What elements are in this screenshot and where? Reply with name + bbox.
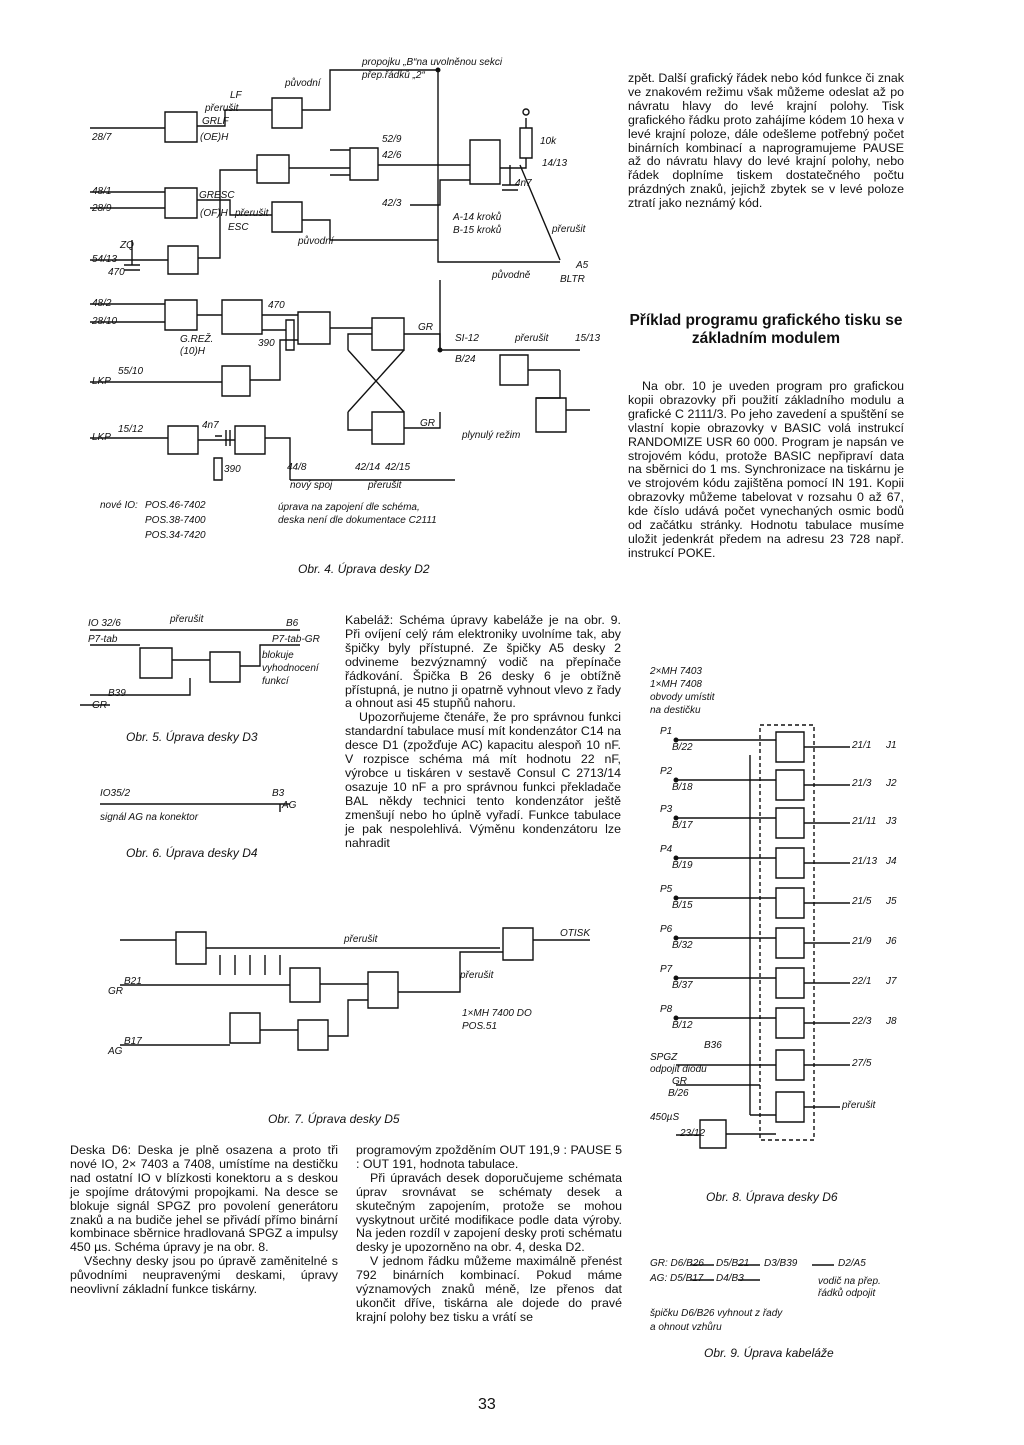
fig7-label: B17 xyxy=(124,1036,142,1047)
fig4-label: GRLF xyxy=(202,116,229,127)
fig7-label: 1×MH 7400 DO xyxy=(462,1008,532,1019)
fig4-label: 42/3 xyxy=(382,198,402,209)
fig4-label: 55/10 xyxy=(118,366,144,377)
fig8-input-b: B/15 xyxy=(672,900,693,911)
fig9-label: D4/B3 xyxy=(716,1273,744,1284)
fig8-connector: J4 xyxy=(886,856,897,867)
fig4-label: B/24 xyxy=(455,354,476,365)
fig9-label: D5/B21 xyxy=(716,1258,750,1269)
fig8-input-p: P4 xyxy=(660,844,673,855)
fig8-input-p: P2 xyxy=(660,766,673,777)
fig9-label: špičku D6/B26 vyhnout z řady xyxy=(650,1308,783,1319)
fig4-label: plynulý režim xyxy=(462,430,521,441)
paragraph: Na obr. 10 je uveden program pro grafickou kopii obrazovky při použití základního modulu a grafické C 2111/3. Po jeho zavedení a spuštění se vlastní kopie obrazovky v BASIC volá instrukcí RANDOMIZE USR 60 000. Program je napsán ve strojovém kódu, protože BASIC nepřipraví data na sběrnici do 1 ms. Synchronizace na tiskárnu je ve strojovém kódu zajištěna pomocí IN 191. Kopii obrazovky můžeme tabelovat v rozsahu 0 až 67, kde číslo udává počet vynechaných osmic bodů od začátku stránky. Hodnotu tabulace musíme uložit jedenkrát předem na adresu 23 728 např. instrukcí POKE. xyxy=(628,379,904,560)
fig8-label: odpojit diodu xyxy=(650,1064,707,1075)
fig4-label: POS.46-7402 xyxy=(145,500,206,511)
page-number: 33 xyxy=(478,1396,496,1413)
fig4-label: 28/7 xyxy=(92,132,112,143)
fig8-input-p: P3 xyxy=(660,804,673,815)
fig8-label: 27/5 xyxy=(852,1058,872,1069)
fig4-label: GRESC xyxy=(199,190,235,201)
fig5-label: P7-tab xyxy=(88,634,118,645)
fig8-output: 21/9 xyxy=(852,936,872,947)
fig4-label: 48/1 xyxy=(92,186,112,197)
fig4-label: 14/13 xyxy=(542,158,568,169)
fig4-label: přerušit xyxy=(368,480,402,491)
fig8-output: 22/3 xyxy=(852,1016,872,1027)
fig4-label: přerušit xyxy=(235,208,269,219)
fig4-label: POS.34-7420 xyxy=(145,530,206,541)
fig8-label: obvody umístit xyxy=(650,692,715,703)
fig8-label: 23/12 xyxy=(680,1128,706,1139)
fig7-label: POS.51 xyxy=(462,1021,498,1032)
fig8-output: 21/13 xyxy=(852,856,878,867)
paragraph: Při úpravách desek doporučujeme schémata úprav srovnávat se schématy desek a skutečným zapojením, protože se mohou vyskytnout určité modifikace podle data výroby. Na jeden rozdíl v zapojení desky proti schématu desky je upozorněno na obr. 4, deska D2. xyxy=(356,1170,622,1255)
fig8-label: B/26 xyxy=(668,1088,689,1099)
fig4-label: 10k xyxy=(540,136,557,147)
paragraph: Kabeláž: Schéma úpravy kabeláže je na obr. 9. Při ovíjení celý rám elektroniky uvolníme tak, aby špičky byly přístupné. Ze špičky A5 desky 2 odvineme bezvýznamný vodič na přepínače řádkování. Špička B 26 desky 6 je obtížně přístupná, je nutno ji opatrně vyhnout vlevo z řady a ohnout asi 45 stupňů nahoru. xyxy=(345,613,621,711)
fig4-label: (OE)H xyxy=(200,132,229,143)
kabelaz-text xyxy=(345,614,621,850)
fig8-output: 21/5 xyxy=(852,896,872,907)
fig4-label: 4n7 xyxy=(202,420,219,431)
fig4-label: (OF)H xyxy=(200,208,228,219)
fig8-input-p: P6 xyxy=(660,924,673,935)
fig8-label: 2×MH 7403 xyxy=(650,666,702,677)
fig5-label: GR xyxy=(92,700,107,711)
fig9-label: AG: D5/B17 xyxy=(650,1273,704,1284)
fig4-label: ZQ xyxy=(120,240,134,251)
fig7-label: B21 xyxy=(124,976,142,987)
fig6-label: IO35/2 xyxy=(100,788,131,799)
fig4-label: 390 xyxy=(224,464,241,475)
fig8-input-b: B/22 xyxy=(672,742,693,753)
paragraph: V jednom řádku můžeme maximálně přenést 792 binárních kombinací. Pokud máme významových znaků méně, lze přenos dat ukončit dříve, tiskárna ale dojede do pravé krajní polohy bez tisku a vrátí se xyxy=(356,1254,622,1324)
fig4-label: 15/12 xyxy=(118,424,144,435)
fig4-label: BLTR xyxy=(560,274,585,285)
fig7-label: OTISK xyxy=(560,928,591,939)
fig4-label: původní xyxy=(285,78,321,89)
fig4-label: LKP xyxy=(92,376,111,387)
paragraph: programovým zpožděním OUT 191,9 : PAUSE 5 : OUT 191, hodnota tabulace. xyxy=(356,1143,622,1171)
fig4-label: přerušit xyxy=(552,224,586,235)
fig4-label: B-15 kroků xyxy=(453,225,502,236)
fig4-label: nový spoj xyxy=(290,480,333,491)
fig5-label: P7-tab-GR xyxy=(272,634,320,645)
fig7-label: přerušit xyxy=(344,934,378,945)
fig4-label: 390 xyxy=(258,338,275,349)
fig8-connector: J8 xyxy=(886,1016,897,1027)
fig4-label: přep.řádků „2“ xyxy=(362,70,425,81)
fig4-label: A5 xyxy=(576,260,589,271)
fig4-label: přerušit xyxy=(205,103,239,114)
fig5-label: přerušit xyxy=(170,614,204,625)
fig4-label: LKP xyxy=(92,432,111,443)
fig4-label: ESC xyxy=(228,222,249,233)
fig4-label: 28/10 xyxy=(92,316,118,327)
fig4-label: 28/9 xyxy=(92,203,112,214)
fig8-input-b: B/37 xyxy=(672,980,693,991)
fig5-label: B6 xyxy=(286,618,299,629)
fig8-input-p: P7 xyxy=(660,964,673,975)
fig6-label: AG xyxy=(282,800,297,811)
fig8-connector: J2 xyxy=(886,778,897,789)
fig4-label: původně xyxy=(492,270,531,281)
paragraph: Upozorňujeme čtenáře, že pro správnou funkci standardní tabulace musí mít kondenzátor C14 na desce D1 (zpožďuje AC) kapacitu alespoň 10 nF. V rozpisce schéma má mít hodnotu 22 nF, výrobce u tiskáren v sestavě Consul C 2713/14 osazuje 10 nF a pro správnou funkci překladače BAL někdy technici tento kondenzátor ještě zmenšují nebo ho úplně vyřadí. Funkce tabulace je pak nespolehlivá. Výměnu kondenzátoru lze nahradit xyxy=(345,710,621,850)
fig4-label: 52/9 xyxy=(382,134,402,145)
fig4-label: GR xyxy=(418,322,433,333)
fig8-output: 22/1 xyxy=(852,976,872,987)
fig4-label: G.REŽ. xyxy=(180,334,214,345)
fig8-label: GR xyxy=(672,1076,687,1087)
fig4-label: A-14 kroků xyxy=(453,212,502,223)
fig8-input-b: B/17 xyxy=(672,820,693,831)
fig4-label: propojku „B“na uvolněnou sekci xyxy=(362,57,503,68)
fig9-label: a ohnout vzhůru xyxy=(650,1322,722,1333)
fig4-label: (10)H xyxy=(180,346,206,357)
fig9-label: D3/B39 xyxy=(764,1258,798,1269)
fig8-input-b: B/18 xyxy=(672,782,693,793)
fig8-input-p: P8 xyxy=(660,1004,673,1015)
fig4-label: 42/14 xyxy=(355,462,381,473)
fig8-label: B36 xyxy=(704,1040,722,1051)
fig7-label: AG xyxy=(108,1046,123,1057)
fig4-label: SI-12 xyxy=(455,333,479,344)
fig6-label: B3 xyxy=(272,788,285,799)
fig5-label: funkcí xyxy=(262,676,289,687)
fig4-label: 4n7 xyxy=(515,178,532,189)
fig5-label: IO 32/6 xyxy=(88,618,121,629)
fig4-label: 15/13 xyxy=(575,333,601,344)
fig5-label: blokuje xyxy=(262,650,294,661)
fig8-connector: J3 xyxy=(886,816,897,827)
fig9-label: vodič na přep. xyxy=(818,1276,881,1287)
fig4-label: původní xyxy=(298,236,334,247)
figure-caption-4: Obr. 4. Úprava desky D2 xyxy=(298,562,430,576)
fig5-label: vyhodnocení xyxy=(262,663,319,674)
fig8-input-b: B/12 xyxy=(672,1020,693,1031)
fig8-connector: J6 xyxy=(886,936,897,947)
right-column-top xyxy=(628,72,904,211)
figure-caption-8: Obr. 8. Úprava desky D6 xyxy=(706,1190,838,1204)
fig4-label: nové IO: xyxy=(100,500,138,511)
figure-caption-6: Obr. 6. Úprava desky D4 xyxy=(126,846,258,860)
fig4-label: úprava na zapojení dle schéma, xyxy=(278,502,420,513)
fig9-label: D2/A5 xyxy=(838,1258,866,1269)
fig8-input-b: B/32 xyxy=(672,940,693,951)
fig4-label: 470 xyxy=(268,300,285,311)
fig4-label: LF xyxy=(230,90,242,101)
fig8-label: 450µS xyxy=(650,1112,680,1123)
fig7-label: GR xyxy=(108,986,123,997)
fig8-connector: J1 xyxy=(886,740,897,751)
section-heading: Příklad programu grafického tisku se základním modulem xyxy=(629,312,903,347)
fig8-label: na destičku xyxy=(650,705,701,716)
paragraph: Deska D6: Deska je plně osazena a proto tři nové IO, 2× 7403 a 7408, umístíme na destičku nad ostatní IO v blízkosti konektoru a s deskou je spojíme drátovými propojkami. Na desce se blokuje signál SPGZ pro povolení generátoru znaků a na budiče jehel se přivádí přímo binární kombinace sběrnice hradlovaná SPGZ a impulsy 450 µs. Schéma úpravy je na obr. 8. xyxy=(70,1143,338,1255)
fig8-input-p: P1 xyxy=(660,726,673,737)
figure-caption-7: Obr. 7. Úprava desky D5 xyxy=(268,1112,400,1126)
fig7-label: přerušit xyxy=(460,970,494,981)
fig8-label: přerušit xyxy=(842,1100,876,1111)
fig4-label: přerušit xyxy=(515,333,549,344)
fig8-output: 21/11 xyxy=(852,816,877,827)
fig8-output: 21/3 xyxy=(852,778,872,789)
fig8-connector: J5 xyxy=(886,896,897,907)
fig4-label: GR xyxy=(420,418,435,429)
fig4-label: 44/8 xyxy=(287,462,307,473)
fig4-label: 470 xyxy=(108,267,125,278)
right-column-mid xyxy=(628,380,904,561)
fig8-output: 21/1 xyxy=(852,740,872,751)
fig4-label: 54/13 xyxy=(92,254,118,265)
fig8-label: SPGZ xyxy=(650,1052,678,1063)
fig4-label: deska není dle dokumentace C2111 xyxy=(278,515,437,526)
bottom-middle-text xyxy=(356,1144,622,1325)
fig8-input-b: B/19 xyxy=(672,860,693,871)
fig9-label: GR: D6/B26 xyxy=(650,1258,704,1269)
paragraph: zpět. Další grafický řádek nebo kód funkce či znak ve znakovém režimu však můžeme odeslat až po návratu hlavy do levé krajní polohy. Tisk grafického řádku proto zahájíme kódem 10 hexa v levé krajní poloze, dále odešleme potřebný počet binárních kombinací a naprogramujeme PAUSE až do návratu hlavy do levé krajní polohy, nebo řádek doplníme tiskem dostatečného počtu prázdných znaků, jejichž zbytek se v levé poloze ztratí jako neznámý kód. xyxy=(628,71,904,211)
deska-d6-text xyxy=(70,1144,338,1297)
figure-caption-5: Obr. 5. Úprava desky D3 xyxy=(126,730,258,744)
fig4-label: 48/2 xyxy=(92,298,112,309)
fig9-label: řádků odpojit xyxy=(818,1288,876,1299)
fig4-label: POS.38-7400 xyxy=(145,515,206,526)
fig4-label: 42/15 xyxy=(385,462,411,473)
fig6-label: signál AG na konektor xyxy=(100,812,199,823)
figure-caption-9: Obr. 9. Úprava kabeláže xyxy=(704,1346,834,1360)
paragraph: Všechny desky jsou po úpravě zaměnitelné s původními neupravenými deskami, úpravy neovlivní základní funkce tiskárny. xyxy=(70,1254,338,1297)
fig4-label: 42/6 xyxy=(382,150,402,161)
fig8-label: 1×MH 7408 xyxy=(650,679,702,690)
fig8-connector: J7 xyxy=(886,976,897,987)
fig8-input-p: P5 xyxy=(660,884,673,895)
fig5-label: B39 xyxy=(108,688,126,699)
